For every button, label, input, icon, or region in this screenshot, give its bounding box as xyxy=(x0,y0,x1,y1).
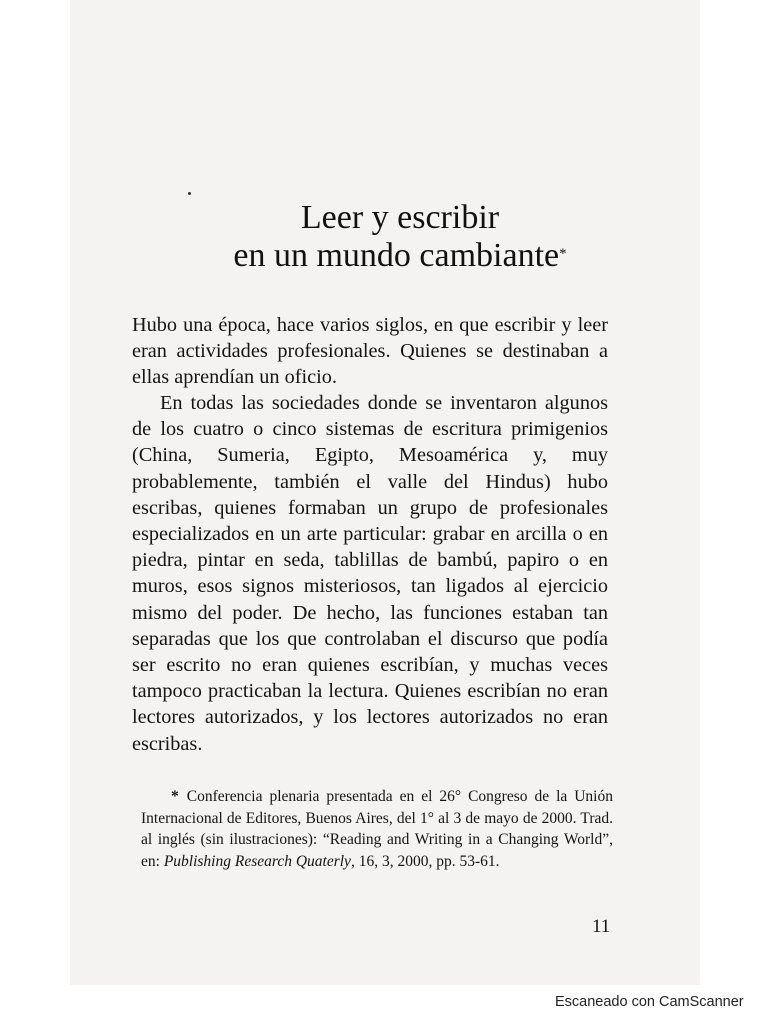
chapter-title-line-2 xyxy=(150,236,650,276)
footnote-journal-title: Publishing Research Quaterly xyxy=(163,852,351,870)
footnote-citation: , 16, 3, 2000, pp. 53-61. xyxy=(350,852,500,870)
footnote xyxy=(141,786,613,872)
paragraph-1: Hubo una época, hace varios siglos, en que escribir y leer eran actividades profesionales. Quienes se destinaban a ellas aprendían un oficio. xyxy=(132,314,608,389)
page-number: 11 xyxy=(592,916,611,937)
footnote-mark: * xyxy=(171,788,179,805)
paragraph-2: En todas las sociedades donde se inventaron algunos de los cuatro o cinco sistemas de escritura primigenios (China, Sumeria, Egipto, Mesoamérica y, muy probablemente, también el valle del Hindus) hubo escribas, quienes formaban un grupo de profesionales especializados en un arte particular: grabar en arcilla o en piedra, pintar en seda, tablillas de bambú, papiro o en muros, esos signos misteriosos, tan ligados al ejercicio mismo del poder. De hecho, las funciones estaban tan separadas que los que controlaban el discurso que podía ser escrito no eran quienes escribían, y muchas veces tampoco practicaban la lectura. Quienes escribían no eran lectores autorizados, y los lectores autorizados no eran escribas. xyxy=(132,392,608,755)
chapter-title-line-1 xyxy=(150,198,650,238)
footnote-text: Conferencia plenaria presentada en el 26° Congreso de la Unión Internacional de Editores, Buenos Aires, del 1° al 3 de mayo de 2000. Trad. al inglés (sin ilustraciones): “Reading and Writing in a Changing World”, en: xyxy=(141,788,613,870)
title-line-2-text: en un mundo cambiante xyxy=(233,237,560,274)
scan-speck xyxy=(188,192,191,195)
scanner-watermark: Escaneado con CamScanner xyxy=(555,994,744,1010)
title-line-1-text: Leer y escribir xyxy=(300,199,500,236)
title-footnote-mark: * xyxy=(559,246,567,262)
